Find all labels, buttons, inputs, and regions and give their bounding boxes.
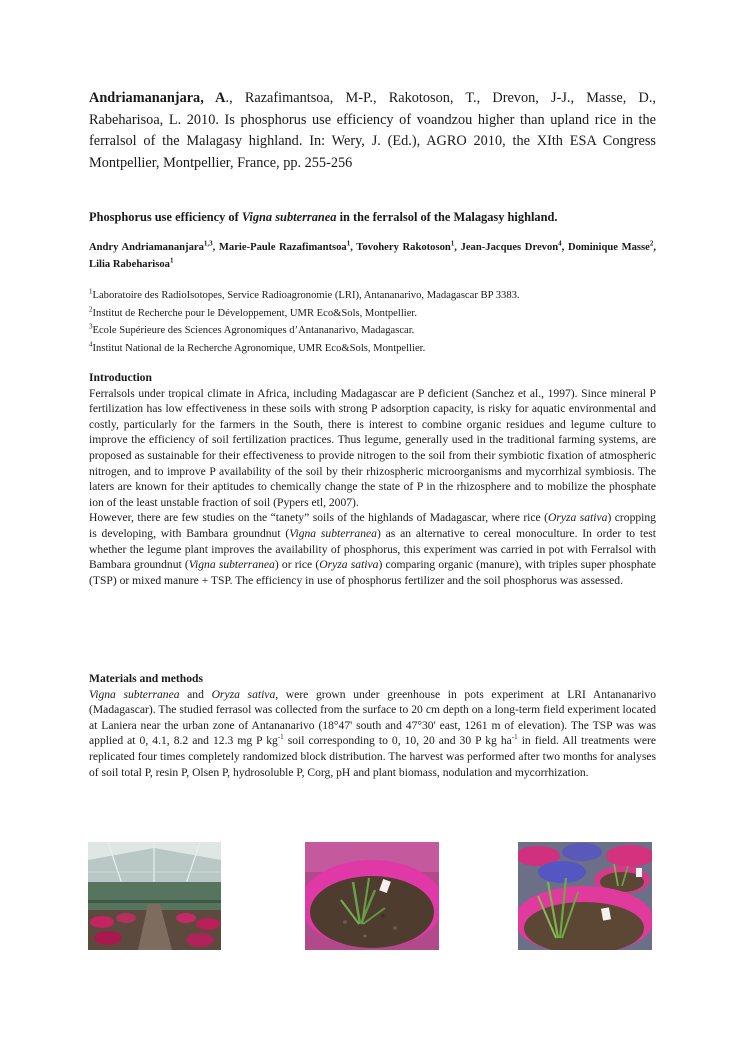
affiliation-text: Institut National de la Recherche Agronomique, UMR Eco&Sols, Montpellier. bbox=[92, 342, 426, 354]
author-sep: , bbox=[653, 242, 657, 253]
photo-greenhouse bbox=[88, 842, 221, 950]
photo-pots-with-plants bbox=[518, 842, 652, 950]
affiliation-list bbox=[89, 287, 656, 357]
author-affil-sup: 4 bbox=[558, 239, 562, 248]
author-name: Dominique Masse bbox=[567, 242, 650, 253]
seedling-pot-image bbox=[305, 842, 439, 950]
affiliation-num: 3 bbox=[89, 322, 93, 331]
affiliation-item bbox=[89, 305, 656, 323]
text-run: in field. All treatments were replicated four times completely randomized block distribution. The harvest was performed after two months for analyses of soil total P, resin P, Olsen P, hydrosoluble P, Corg, pH and plant biomass, nodulation and mycorrhization. bbox=[89, 734, 656, 779]
introduction-paragraph-2 bbox=[89, 510, 656, 588]
author-affil-sup: 1 bbox=[169, 255, 174, 264]
methods-heading: Materials and methods bbox=[89, 672, 204, 685]
affiliation-item bbox=[89, 340, 656, 358]
citation-lead-author: Andriamananjara, A bbox=[89, 90, 226, 106]
author bbox=[89, 239, 219, 253]
species-name: Vigna subterranea bbox=[188, 558, 275, 572]
author-list bbox=[89, 240, 656, 273]
text-run: ) or rice ( bbox=[274, 558, 320, 572]
species-name: Vigna subterranea bbox=[89, 687, 180, 701]
introduction-paragraph-1: Ferralsols under tropical climate in Africa, including Madagascar are P deficient (Sanchez et al., 1997). Since mineral P fertilization has low effectiveness in these soils with strong P adsorption capacity, is risky for aquatic environmental and costly, particularly for the farmers in the South, there is interest to combine organic residues and legume culture to improve the efficiency of soil fertilization practices. Thus legume, generally used in the traditional farming systems, are proposed as sustainable for their effectiveness to provide nitrogen to the soil from their symbiotic fixation of atmospheric nitrogen, and to improve P availability of the soil by their rhizospheric microorganisms and mycorrhizal symbiosis. The laters are known for their aptitudes to chemically change the state of P in the rhizosphere and to mobilize the phosphate ion of the least unstable fraction of soil (Pypers etl, 2007). bbox=[89, 386, 656, 509]
methods-section bbox=[89, 671, 656, 780]
title-part2: in the ferralsol of the Malagasy highland. bbox=[336, 210, 558, 224]
affiliation-num: 2 bbox=[89, 304, 93, 313]
text-run: soil corresponding to 0, 10, 20 and 30 P kg ha bbox=[283, 734, 512, 748]
author-name: Jean-Jacques Drevon bbox=[460, 242, 559, 253]
affiliation-text: Ecole Supérieure des Sciences Agronomiques d’Antananarivo, Madagascar. bbox=[92, 325, 415, 336]
superscript: -1 bbox=[511, 733, 518, 742]
affiliation-item bbox=[89, 322, 656, 340]
author bbox=[567, 239, 657, 253]
text-run: ) as an alternative to cereal monoculture. In order to test whether the legume plant improves the availability of phosphorus, this experiment was carried in pot with Ferralsol with Bambara groundnut ( bbox=[89, 526, 656, 572]
title-species: Vigna subterranea bbox=[241, 210, 337, 224]
title-part1: Phosphorus use efficiency of bbox=[89, 210, 242, 224]
greenhouse-image bbox=[88, 842, 221, 950]
paper-title bbox=[89, 210, 656, 225]
species-name: Oryza sativa bbox=[548, 511, 608, 525]
citation-text: ., Razafimantsoa, M-P., Rakotoson, T., Drevon, J-J., Masse, D., Rabeharisoa, L. 2010. Is phosphorus use efficiency of voandzou higher than upland rice in the ferralsol of the Malagasy highland. In: Wery, J. (Ed.), AGRO 2010, the XIth ESA Congress Montpellier, Montpellier, France, pp. 255-256 bbox=[89, 90, 656, 171]
author-sep: , bbox=[350, 242, 357, 253]
author-sep: , bbox=[212, 242, 219, 253]
text-run: ) comparing organic (manure), with triples super phosphate (TSP) or mixed manure + TSP. The efficiency in use of phosphorus fertilizer and the soil phosphorus was assessed. bbox=[89, 558, 657, 587]
introduction-heading: Introduction bbox=[89, 371, 152, 384]
author bbox=[460, 239, 568, 253]
author-sep: , bbox=[561, 242, 568, 253]
species-name: Oryza sativa bbox=[319, 558, 379, 572]
author bbox=[218, 239, 357, 253]
text-run: ) cropping is developing, with Bambara groundnut ( bbox=[89, 511, 656, 540]
pots-plants-image bbox=[518, 842, 652, 950]
author-name: Marie-Paule Razafimantsoa bbox=[218, 242, 347, 253]
author-name: Andry Andriamananjara bbox=[89, 242, 204, 253]
affiliation-num: 1 bbox=[89, 287, 93, 296]
superscript: -1 bbox=[277, 733, 284, 742]
author-affil-sup: 1 bbox=[346, 239, 351, 248]
affiliation-item bbox=[89, 287, 656, 305]
species-name: Vigna subterranea bbox=[289, 526, 377, 540]
affiliation-text: Institut de Recherche pour le Développement, UMR Eco&Sols, Montpellier. bbox=[92, 307, 418, 319]
photo-rice-seedling-pot bbox=[305, 842, 439, 950]
species-name: Oryza sativa, bbox=[211, 687, 279, 701]
affiliation-text: Laboratoire des RadioIsotopes, Service Radioagronomie (LRI), Antananarivo, Madagascar BP 3383. bbox=[92, 290, 520, 301]
author-affil-sup: 1,3 bbox=[203, 239, 213, 248]
citation bbox=[89, 88, 656, 174]
affiliation-num: 4 bbox=[89, 339, 93, 348]
text-run: were grown under greenhouse in pots experiment at LRI Antananarivo (Madagascar). The studied ferrasol was collected from the surface to 20 cm depth on a long-term field experiment located at Laniera near the urban zone of Antananarivo (18°47' south and 47°30' east, 1261 m of elevation). The TSP was was applied at 0, 4.1, 8.2 and 12.3 mg P kg bbox=[89, 687, 656, 748]
methods-paragraph bbox=[89, 687, 656, 781]
author-name: Lilia Rabeharisoa bbox=[89, 258, 170, 270]
introduction-section bbox=[89, 370, 656, 588]
text-run: and bbox=[179, 687, 212, 701]
author bbox=[89, 255, 174, 270]
author-name: Tovohery Rakotoson bbox=[356, 242, 451, 253]
author bbox=[356, 239, 461, 253]
author-sep: , bbox=[454, 242, 461, 253]
author-affil-sup: 1 bbox=[450, 239, 455, 248]
text-run: However, there are few studies on the “tanety” soils of the highlands of Madagascar, where rice ( bbox=[89, 511, 548, 525]
author-affil-sup: 2 bbox=[649, 239, 654, 248]
